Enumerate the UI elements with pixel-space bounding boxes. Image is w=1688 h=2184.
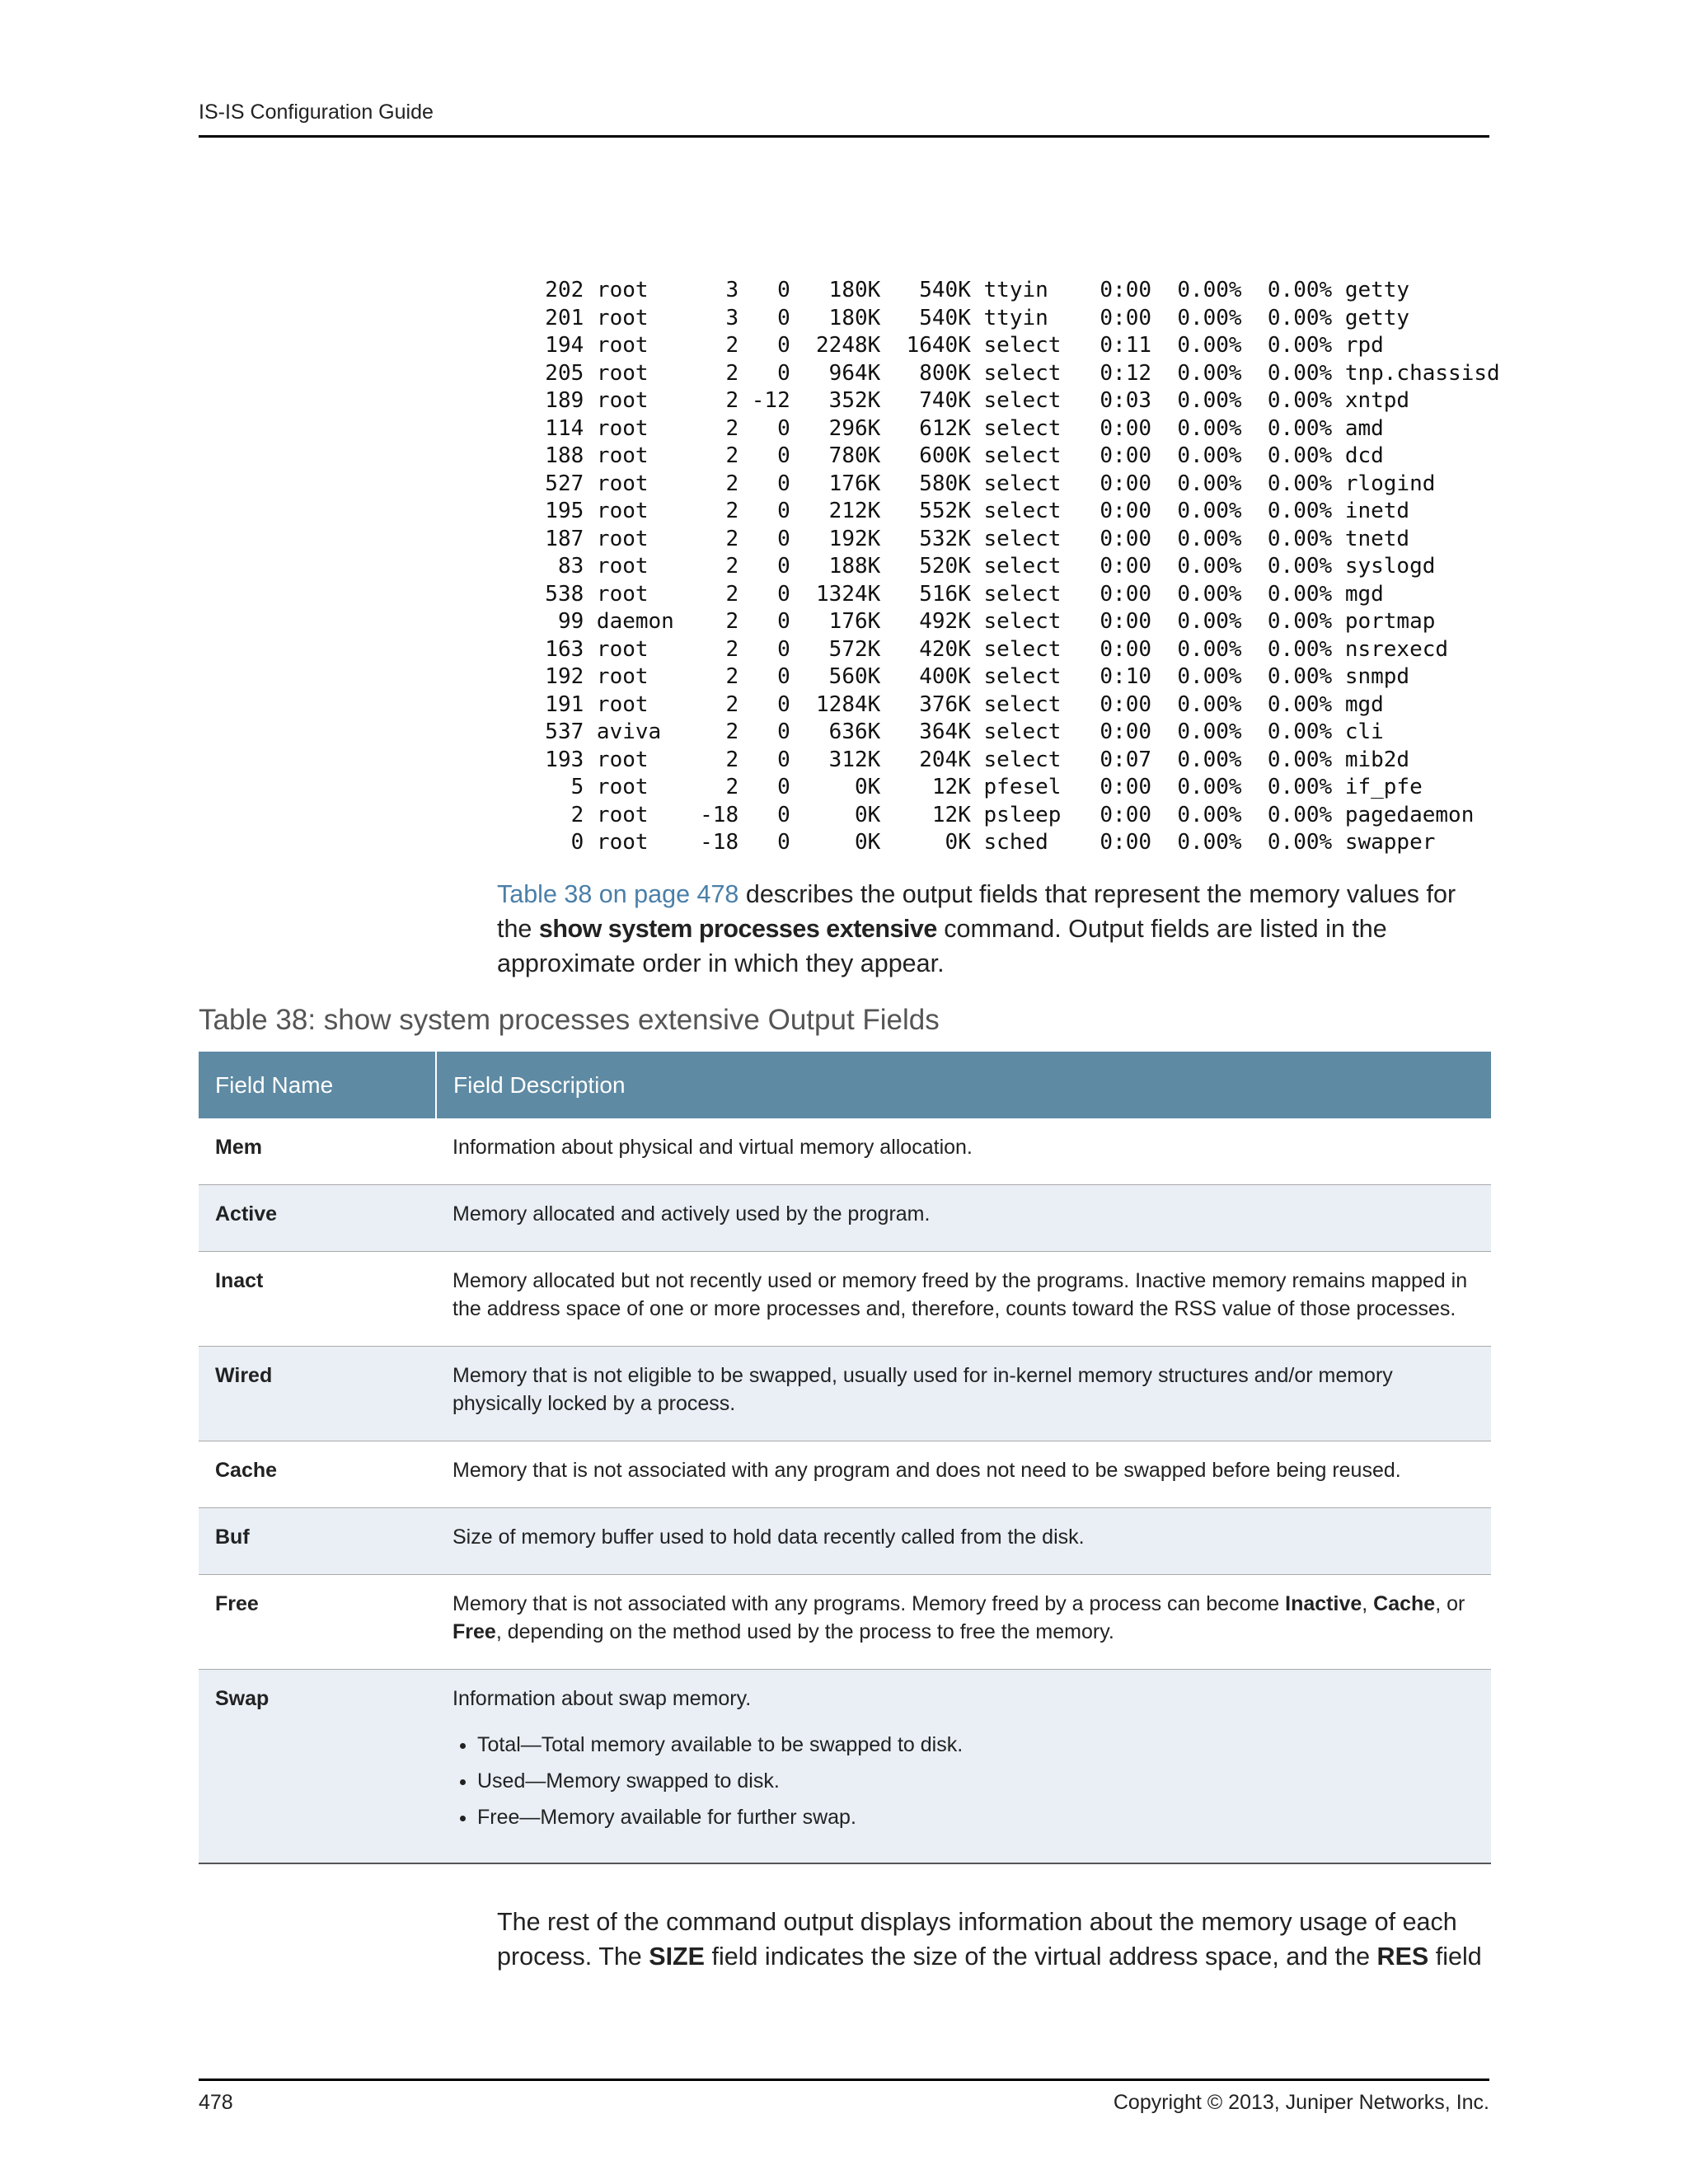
process-line: 193 root 2 0 312K 204K select 0:07 0.00% 0.00% mib2d	[519, 747, 1410, 772]
field-name-cell: Mem	[199, 1118, 436, 1185]
guide-title: IS-IS Configuration Guide	[199, 101, 434, 124]
intro-text-2: command. Output fields are listed in the approximate order in which they appear.	[497, 915, 1387, 977]
output-fields-table	[199, 1052, 1491, 1864]
process-line: 537 aviva 2 0 636K 364K select 0:00 0.00% 0.00% cli	[519, 719, 1384, 744]
process-line: 99 daemon 2 0 176K 492K select 0:00 0.00% 0.00% portmap	[519, 609, 1436, 634]
field-name-cell: Active	[199, 1185, 436, 1252]
free-desc-bold-free: Free	[452, 1620, 496, 1643]
process-line: 5 root 2 0 0K 12K pfesel 0:00 0.00% 0.00% if_pfe	[519, 775, 1423, 799]
table-row	[199, 1670, 1491, 1864]
free-desc-part-d: , depending on the method used by the process to free the memory.	[495, 1620, 1114, 1643]
process-line: 189 root 2 -12 352K 740K select 0:03 0.00% 0.00% xntpd	[519, 388, 1410, 413]
free-desc-part-c: , or	[1435, 1592, 1465, 1615]
swap-description: Information about swap memory.	[452, 1687, 752, 1710]
table-header-row	[199, 1052, 1491, 1118]
free-desc-part-b: ,	[1362, 1592, 1374, 1615]
process-line: 188 root 2 0 780K 600K select 0:00 0.00% 0.00% dcd	[519, 443, 1384, 468]
free-desc-part-a: Memory that is not associated with any programs. Memory freed by a process can become	[452, 1592, 1286, 1615]
field-description-cell: Memory allocated and actively used by the program.	[436, 1185, 1491, 1252]
table-title: Table 38: show system processes extensive Output Fields	[199, 1004, 940, 1036]
table-row	[199, 1347, 1491, 1441]
free-desc-bold-inactive: Inactive	[1285, 1592, 1362, 1615]
process-line: 2 root -18 0 0K 12K psleep 0:00 0.00% 0.00% pagedaemon	[519, 802, 1475, 827]
command-name: show system processes extensive	[538, 915, 937, 943]
list-item: • Used—Memory swapped to disk.	[477, 1767, 1475, 1795]
field-name-cell: Cache	[199, 1441, 436, 1508]
field-name-cell: Wired	[199, 1347, 436, 1441]
swap-bullet-list	[452, 1731, 1475, 1831]
field-description-cell	[436, 1575, 1491, 1670]
field-name-cell: Free	[199, 1575, 436, 1670]
res-field-name: RES	[1376, 1943, 1429, 1971]
table-row	[199, 1575, 1491, 1670]
list-item: • Free—Memory available for further swap.	[477, 1803, 1475, 1831]
process-listing	[519, 277, 1500, 857]
process-line: 195 root 2 0 212K 552K select 0:00 0.00% 0.00% inetd	[519, 499, 1410, 523]
process-line: 163 root 2 0 572K 420K select 0:00 0.00% 0.00% nsrexecd	[519, 636, 1449, 662]
field-description-cell: Memory allocated but not recently used or memory freed by the programs. Inactive memory remains mapped in the address space of one or more processes and, therefore, counts toward the RSS value of those processes.	[436, 1252, 1491, 1347]
process-line: 191 root 2 0 1284K 376K select 0:00 0.00% 0.00% mgd	[519, 691, 1384, 717]
table-row	[199, 1441, 1491, 1508]
process-line: 194 root 2 0 2248K 1640K select 0:11 0.00% 0.00% rpd	[519, 333, 1384, 358]
page-footer	[199, 2079, 1489, 2115]
table-row	[199, 1508, 1491, 1575]
field-name-cell: Inact	[199, 1252, 436, 1347]
running-header	[199, 101, 1489, 138]
process-line: 0 root -18 0 0K 0K sched 0:00 0.00% 0.00% swapper	[519, 830, 1436, 855]
free-desc-bold-cache: Cache	[1373, 1592, 1436, 1615]
process-line: 187 root 2 0 192K 532K select 0:00 0.00% 0.00% tnetd	[519, 526, 1410, 551]
size-field-name: SIZE	[649, 1943, 706, 1971]
outro-paragraph	[497, 1905, 1491, 1974]
outro-text-1: The rest of the command output displays information about the memory usage of each process. The	[497, 1908, 1457, 1971]
page-number: 478	[199, 2091, 233, 2114]
copyright-notice: Copyright © 2013, Juniper Networks, Inc.	[1113, 2091, 1489, 2114]
field-name-cell: Buf	[199, 1508, 436, 1575]
process-line: 205 root 2 0 964K 800K select 0:12 0.00% 0.00% tnp.chassisd	[519, 360, 1500, 386]
field-description-cell: Size of memory buffer used to hold data recently called from the disk.	[436, 1508, 1491, 1575]
process-line: 192 root 2 0 560K 400K select 0:10 0.00% 0.00% snmpd	[519, 664, 1410, 689]
field-description-cell: Information about physical and virtual memory allocation.	[436, 1118, 1491, 1185]
field-description-cell	[436, 1670, 1491, 1864]
intro-text-1: describes the output fields that represent the memory values for the	[497, 880, 1456, 943]
outro-text-2: field indicates the size of the virtual address space, and the	[705, 1943, 1377, 1971]
field-description-cell: Memory that is not associated with any program and does not need to be swapped before being reused.	[436, 1441, 1491, 1508]
field-name-cell: Swap	[199, 1670, 436, 1864]
process-line: 538 root 2 0 1324K 516K select 0:00 0.00% 0.00% mgd	[519, 581, 1384, 607]
table-row	[199, 1252, 1491, 1347]
process-line: 527 root 2 0 176K 580K select 0:00 0.00% 0.00% rlogind	[519, 471, 1436, 496]
list-item: • Total—Total memory available to be swapped to disk.	[477, 1731, 1475, 1759]
table-row	[199, 1185, 1491, 1252]
field-description-cell: Memory that is not eligible to be swapped, usually used for in-kernel memory structures and/or memory physically locked by a process.	[436, 1347, 1491, 1441]
process-line: 202 root 3 0 180K 540K ttyin 0:00 0.00% 0.00% getty	[519, 278, 1410, 302]
table-row	[199, 1118, 1491, 1185]
process-line: 83 root 2 0 188K 520K select 0:00 0.00% 0.00% syslogd	[519, 554, 1436, 579]
column-header-field-description: Field Description	[436, 1052, 1491, 1118]
outro-text-3: field	[1428, 1943, 1482, 1971]
process-line: 201 root 3 0 180K 540K ttyin 0:00 0.00% 0.00% getty	[519, 305, 1410, 330]
process-line: 114 root 2 0 296K 612K select 0:00 0.00% 0.00% amd	[519, 415, 1384, 441]
column-header-field-name: Field Name	[199, 1052, 436, 1118]
intro-paragraph	[497, 877, 1491, 981]
table-cross-reference-link[interactable]: Table 38 on page 478	[497, 880, 739, 908]
